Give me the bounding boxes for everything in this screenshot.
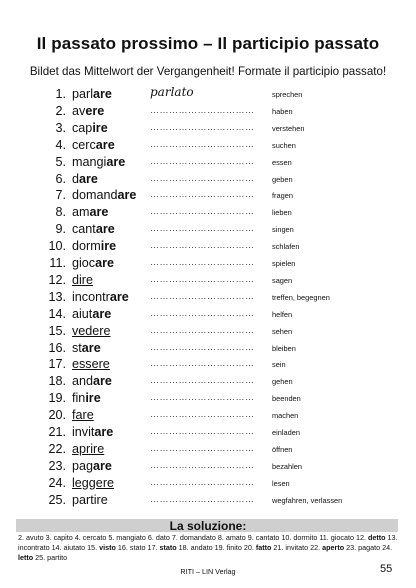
infinitive-verb: [72, 391, 101, 405]
infinitive-verb: [72, 493, 108, 507]
solution-irregular-answer: visto: [99, 543, 116, 552]
verb-row: [0, 272, 416, 289]
verb-stem: partire: [72, 492, 108, 507]
verb-number: 24.: [48, 475, 66, 490]
verb-row: [0, 137, 416, 154]
answer-blank[interactable]: ……………………………: [150, 257, 255, 267]
verb-stem: pag: [72, 458, 94, 473]
verb-number: 12.: [48, 272, 66, 287]
infinitive-verb: [72, 104, 104, 118]
verb-row: [0, 289, 416, 306]
solution-answer: 6. dato: [147, 533, 172, 542]
verb-row: [0, 204, 416, 221]
infinitive-verb: [72, 222, 115, 236]
verb-ending: are: [95, 222, 115, 237]
verb-ending: ere: [85, 103, 105, 118]
verb-stem: am: [72, 205, 90, 220]
verb-number: 4.: [55, 137, 66, 152]
answer-blank[interactable]: ……………………………: [150, 138, 255, 149]
verb-ending: are: [95, 137, 115, 152]
infinitive-verb: [72, 357, 110, 371]
page-number: 55: [380, 563, 393, 575]
infinitive-verb: [72, 172, 98, 186]
verb-ending: are: [94, 425, 114, 439]
german-translation: lieben: [272, 208, 292, 218]
verb-row: [0, 120, 416, 137]
solution-answer: 13. incontrato: [18, 533, 398, 552]
infinitive-verb: [72, 425, 113, 439]
german-translation: spielen: [272, 259, 296, 268]
verb-row: [0, 475, 416, 492]
verb-ending: are: [93, 458, 112, 473]
infinitive-verb: [72, 256, 114, 270]
publisher-footer: RITI – LIN Verlag: [180, 567, 236, 576]
answer-blank[interactable]: ……………………………: [150, 121, 255, 132]
german-translation: wegfahren, verlassen: [272, 495, 343, 505]
infinitive-verb: [72, 188, 136, 202]
german-translation: sprechen: [272, 90, 303, 99]
verb-row: [0, 306, 416, 323]
verb-row: [0, 441, 416, 458]
german-translation: sehen: [272, 326, 293, 336]
answer-blank[interactable]: ……………………………: [150, 409, 255, 420]
verb-ending: are: [95, 256, 115, 270]
solution-irregular-answer: fatto: [255, 543, 272, 552]
verb-ending: are: [81, 340, 101, 355]
german-translation: schlafen: [272, 242, 300, 252]
answer-blank[interactable]: ……………………………: [150, 273, 255, 284]
infinitive-verb: [72, 121, 108, 135]
verb-stem: cap: [72, 120, 93, 135]
german-translation: bleiben: [272, 343, 296, 353]
verb-number: 10.: [48, 239, 66, 254]
verb-ending: are: [109, 289, 129, 304]
solution-irregular-answer: detto: [367, 533, 386, 542]
verb-stem: aprire: [72, 441, 105, 456]
verb-row: [0, 373, 416, 390]
solution-answer: 3. capito: [45, 533, 75, 542]
verb-stem: fin: [72, 391, 86, 406]
verb-number: 23.: [48, 458, 66, 473]
german-translation: lesen: [272, 478, 290, 488]
verb-stem: dire: [72, 272, 93, 287]
verb-number: 2.: [55, 103, 66, 118]
solution-answer: 7. domandato: [171, 533, 218, 542]
solution-answer: 18. andato: [176, 543, 215, 552]
verb-ending: are: [93, 374, 112, 389]
verb-stem: and: [72, 374, 94, 389]
verb-number: 21.: [48, 425, 66, 439]
verb-number: 22.: [48, 441, 66, 456]
solution-answer: 14. aiutato: [51, 543, 88, 552]
verb-row: [0, 171, 416, 188]
answer-blank[interactable]: ……………………………: [150, 341, 255, 352]
answer-blank[interactable]: ……………………………: [150, 223, 255, 234]
infinitive-verb: [72, 290, 129, 304]
verb-number: 15.: [48, 323, 66, 338]
verb-row: [0, 390, 416, 407]
verb-ending: are: [79, 171, 98, 186]
answer-blank[interactable]: ……………………………: [150, 493, 255, 504]
verb-number: 25.: [48, 492, 66, 507]
verb-number: 14.: [48, 306, 66, 321]
verb-number: 9.: [55, 222, 66, 237]
verb-row: [0, 492, 416, 509]
verb-stem: aiut: [72, 306, 93, 321]
solution-answer: 2. avuto: [18, 533, 46, 542]
verb-number: 3.: [55, 120, 66, 135]
solution-answer: 21. invitato: [271, 543, 311, 552]
verb-ending: are: [117, 188, 137, 203]
verb-stem: parl: [72, 87, 93, 101]
german-translation: gehen: [272, 377, 293, 387]
verb-stem: domand: [72, 188, 118, 203]
verb-ending: are: [89, 205, 109, 220]
german-translation: verstehen: [272, 123, 305, 133]
answer-blank[interactable]: ……………………………: [150, 392, 255, 403]
verb-number: 16.: [48, 340, 66, 355]
verb-stem: st: [72, 340, 82, 355]
verb-ending: ire: [85, 391, 101, 406]
solution-answer: 20.: [243, 543, 256, 552]
german-translation: essen: [272, 157, 292, 167]
infinitive-verb: [72, 87, 112, 101]
german-translation: suchen: [272, 140, 296, 150]
solution-text: [18, 533, 402, 563]
verb-row: [0, 458, 416, 475]
verb-number: 1.: [55, 87, 66, 101]
verb-ending: are: [106, 154, 126, 169]
verb-row: [0, 103, 416, 120]
answer-blank[interactable]: ……………………………: [150, 206, 255, 217]
verb-stem: incontr: [72, 289, 110, 304]
verb-row: [0, 323, 416, 340]
verb-number: 17.: [48, 357, 66, 372]
verb-row: [0, 255, 416, 272]
german-translation: beenden: [272, 394, 301, 404]
verb-ending: ire: [92, 120, 108, 135]
verb-row: [0, 86, 416, 103]
answer-blank[interactable]: ……………………………: [150, 104, 255, 115]
verb-number: 8.: [55, 205, 66, 220]
verb-number: 20.: [48, 408, 66, 423]
infinitive-verb: [72, 408, 94, 422]
verb-number: 5.: [55, 154, 66, 169]
answer-blank[interactable]: ……………………………: [150, 442, 255, 453]
solution-answer: 25. partito: [33, 553, 68, 562]
solution-answer: 4. cercato: [74, 533, 109, 542]
verb-number: 19.: [48, 391, 66, 406]
infinitive-verb: [72, 374, 112, 388]
verb-stem: mangi: [72, 154, 107, 169]
verb-ending: are: [92, 306, 112, 321]
german-translation: geben: [272, 174, 293, 184]
german-translation: helfen: [272, 309, 293, 319]
infinitive-verb: [72, 442, 104, 456]
verb-stem: vedere: [72, 323, 111, 338]
verb-row: [0, 424, 416, 441]
solution-answer: 16. stato: [115, 543, 148, 552]
verb-row: [0, 407, 416, 424]
solution-irregular-answer: aperto: [322, 543, 345, 552]
solution-answer: 19. finito: [214, 543, 244, 552]
solution-answer: 22.: [310, 543, 323, 552]
german-translation: singen: [272, 225, 294, 235]
solution-answer: 17.: [147, 543, 160, 552]
verb-stem: leggere: [72, 475, 115, 490]
answer-blank[interactable]: ……………………………: [150, 324, 255, 335]
infinitive-verb: [72, 476, 114, 490]
answer-blank[interactable]: ……………………………: [150, 240, 255, 251]
solution-answer: 10. dormito: [281, 533, 320, 542]
infinitive-verb: [72, 341, 101, 355]
answer-blank[interactable]: ……………………………: [150, 358, 255, 369]
infinitive-verb: [72, 205, 108, 219]
answer-blank[interactable]: ……………………………: [150, 189, 255, 200]
answer-blank[interactable]: ……………………………: [150, 459, 255, 470]
solution-irregular-answer: stato: [159, 543, 177, 552]
verb-row: [0, 238, 416, 255]
answer-blank[interactable]: ……………………………: [150, 476, 255, 487]
solution-answer: 5. mangiato: [108, 533, 148, 542]
german-translation: treffen, begegnen: [272, 292, 330, 302]
german-translation: fragen: [272, 191, 293, 201]
verb-stem: fare: [72, 408, 94, 423]
verb-stem: invit: [72, 425, 95, 439]
solution-answer: 15.: [87, 543, 100, 552]
solution-answer: 24.: [382, 543, 393, 552]
answer-blank[interactable]: ……………………………: [150, 290, 255, 301]
answer-blank[interactable]: ……………………………: [150, 155, 255, 166]
solution-heading: La soluzione:: [169, 519, 247, 533]
german-translation: machen: [272, 411, 299, 421]
verb-stem: essere: [72, 357, 110, 372]
verb-row: [0, 221, 416, 238]
solution-answer: 11. giocato: [319, 533, 356, 542]
verb-stem: gioc: [72, 256, 96, 270]
solution-answer: 23. pagato: [344, 543, 383, 552]
verb-stem: av: [72, 103, 86, 118]
infinitive-verb: [72, 138, 115, 152]
solution-answer: 12.: [355, 533, 368, 542]
verb-row: [0, 187, 416, 204]
verb-stem: dorm: [72, 239, 101, 254]
verb-ending: are: [93, 87, 112, 101]
verb-number: 13.: [48, 289, 66, 304]
german-translation: sein: [272, 360, 286, 370]
solution-irregular-answer: letto: [18, 553, 34, 562]
instruction-text: Bildet das Mittelwort der Vergangenheit! Formate il participio passato!: [29, 65, 387, 78]
german-translation: einladen: [272, 428, 300, 437]
verb-number: 7.: [55, 188, 66, 203]
german-translation: öffnen: [272, 444, 293, 454]
infinitive-verb: [72, 459, 112, 473]
infinitive-verb: [72, 273, 93, 287]
german-translation: haben: [272, 106, 293, 116]
verb-row: [0, 154, 416, 171]
verb-stem: cerc: [72, 137, 96, 152]
german-translation: sagen: [272, 275, 293, 285]
verb-number: 11.: [49, 256, 66, 270]
verb-row: [0, 340, 416, 357]
german-translation: bezahlen: [272, 461, 302, 471]
verb-ending: ire: [100, 239, 117, 254]
answer-blank[interactable]: ……………………………: [150, 172, 255, 183]
answer-blank[interactable]: ……………………………: [150, 426, 255, 436]
infinitive-verb: [72, 239, 116, 253]
page-title: Il passato prossimo – Il participio passato: [36, 34, 380, 53]
verb-number: 6.: [55, 171, 66, 186]
example-answer: parlato: [150, 85, 194, 99]
solution-answer: 9. cantato: [247, 533, 282, 542]
infinitive-verb: [72, 155, 125, 169]
answer-blank[interactable]: ……………………………: [150, 307, 255, 318]
infinitive-verb: [72, 324, 111, 338]
verb-stem: d: [72, 171, 80, 186]
infinitive-verb: [72, 307, 111, 321]
answer-blank[interactable]: ……………………………: [150, 375, 255, 386]
verb-stem: cant: [72, 222, 96, 237]
solution-answer: 8. amato: [217, 533, 248, 542]
verb-row: [0, 356, 416, 373]
verb-number: 18.: [48, 374, 66, 389]
